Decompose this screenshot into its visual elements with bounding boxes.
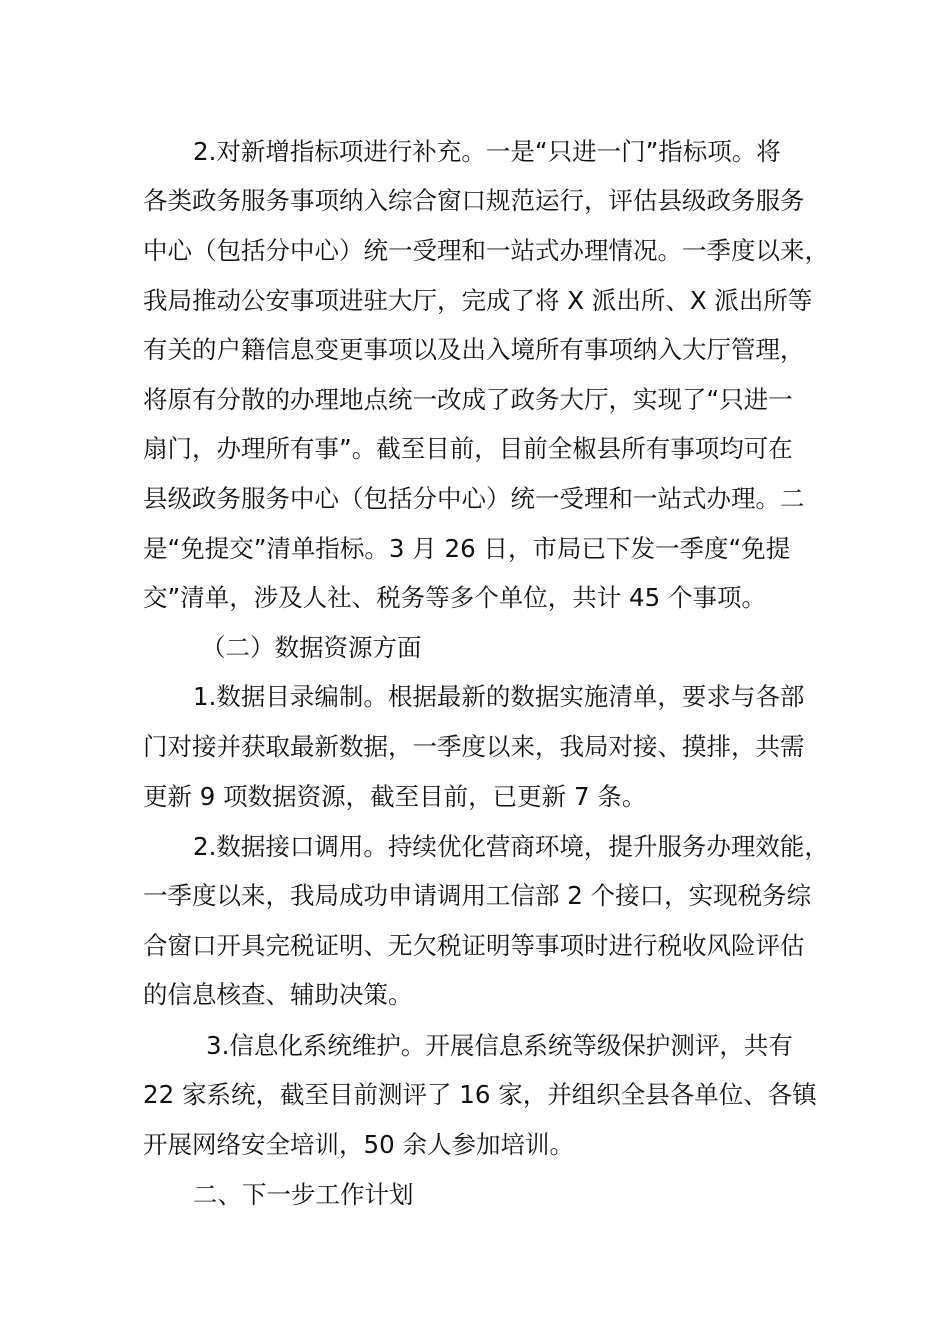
paragraph-line: 中心（包括分中心）统一受理和一站式办理情况。一季度以来， — [143, 236, 829, 265]
section-heading: 二、下一步工作计划 — [193, 1180, 414, 1209]
paragraph-line: 1.数据目录编制。根据最新的数据实施清单，要求与各部 — [193, 682, 805, 711]
paragraph-line: 将原有分散的办理地点统一改成了政务大厅，实现了“只进一 — [143, 385, 793, 414]
paragraph-line: 更新 9 项数据资源，截至目前，已更新 7 条。 — [143, 782, 647, 811]
section-heading: （二）数据资源方面 — [201, 633, 422, 662]
paragraph-line: 2.对新增指标项进行补充。一是“只进一门”指标项。将 — [193, 137, 781, 166]
paragraph-line: 有关的户籍信息变更事项以及出入境所有事项纳入大厅管理， — [143, 335, 805, 364]
paragraph-line: 2.数据接口调用。持续优化营商环境，提升服务办理效能， — [193, 832, 829, 861]
paragraph-line: 是“免提交”清单指标。3 月 26 日，市局已下发一季度“免提 — [143, 534, 791, 563]
paragraph-line: 各类政务服务事项纳入综合窗口规范运行，评估县级政务服务 — [143, 186, 805, 215]
paragraph-line: 3.信息化系统维护。开展信息系统等级保护测评，共有 — [206, 1031, 793, 1060]
paragraph-line: 交”清单，涉及人社、税务等多个单位，共计 45 个事项。 — [143, 583, 766, 612]
paragraph-line: 22 家系统，截至目前测评了 16 家，并组织全县各单位、各镇 — [143, 1080, 817, 1109]
paragraph-line: 的信息核查、辅助决策。 — [143, 980, 413, 1009]
paragraph-line: 一季度以来，我局成功申请调用工信部 2 个接口，实现税务综 — [143, 881, 812, 910]
paragraph-line: 我局推动公安事项进驻大厅，完成了将 X 派出所、X 派出所等 — [143, 286, 813, 315]
paragraph-line: 合窗口开具完税证明、无欠税证明等事项时进行税收风险评估 — [143, 931, 805, 960]
paragraph-line: 县级政务服务中心（包括分中心）统一受理和一站式办理。二 — [143, 484, 805, 513]
paragraph-line: 扇门，办理所有事”。截至目前，目前全椒县所有事项均可在 — [143, 434, 793, 463]
paragraph-line: 开展网络安全培训，50 余人参加培训。 — [143, 1130, 574, 1159]
paragraph-line: 门对接并获取最新数据，一季度以来，我局对接、摸排，共需 — [143, 732, 805, 761]
